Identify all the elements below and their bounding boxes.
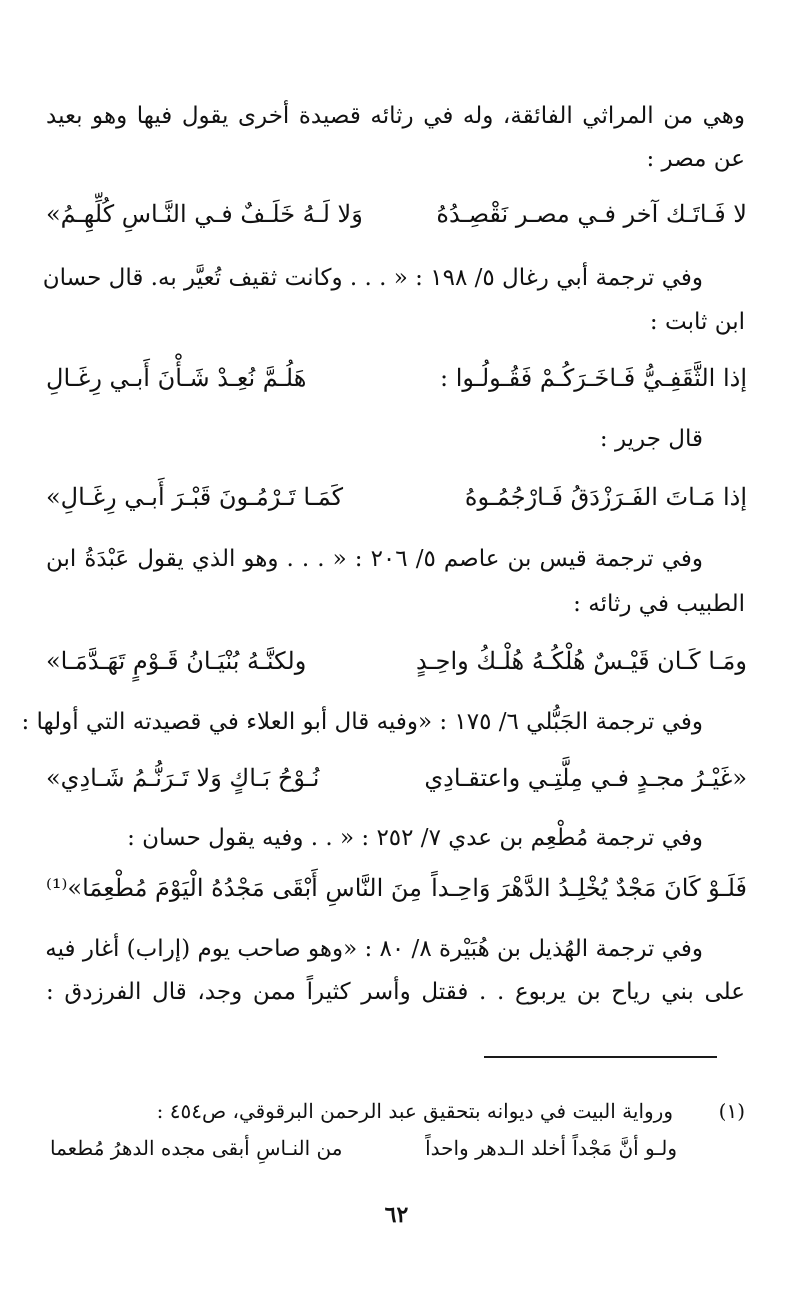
verse-second-hemistich: مِنَ النَّاسِ أَبْقَى مَجْدُهُ الْيَوْمَ مُطْعِمَا»⁽¹⁾ — [46, 874, 423, 902]
footnote-verse-second-hemistich: من النـاسِ أبقى مجده الدهرُ مُطعما — [50, 1136, 343, 1160]
paragraph-line: قال جرير : — [599, 426, 703, 452]
footnote-verse-first-hemistich: ولـو أنَّ مَجْداً أخلد الـدهر واحداً — [425, 1136, 677, 1160]
verse-first-hemistich: فَلَـوْ كَانَ مَجْدٌ يُخْلِـدُ الدَّهْرَ وَاحِـداً — [431, 874, 747, 902]
verse-first-hemistich: ومَـا كَـان قَيْـسٌ هُلْكُـهُ هُلْـكُ واحِـدٍ — [415, 647, 747, 675]
footnote-verse — [50, 1134, 677, 1162]
poem-verse — [46, 762, 747, 794]
paragraph-line: وفي ترجمة مُطْعِم بن عدي ٧/ ٢٥٢ : « . . وفيه يقول حسان : — [127, 825, 703, 851]
paragraph-line: على بني رياح بن يربوع . . فقتل وأسر كثيراً ممن وجد، قال الفرزدق : — [46, 979, 745, 1005]
verse-first-hemistich: إذا الثَّقَفِـيُّ فَـاخَـرَكُـمْ فَقُـولُـوا : — [440, 364, 747, 392]
paragraph-line: ابن ثابت : — [649, 309, 745, 335]
verse-second-hemistich: كَمَـا تَـرْمُـونَ قَبْـرَ أَبـي رِغَـالِ» — [46, 483, 343, 511]
paragraph-line: وفي ترجمة أبي رغال ٥/ ١٩٨ : « . . . وكانت ثقيف تُعيَّر به. قال حسان — [42, 265, 703, 291]
poem-verse — [46, 481, 747, 513]
paragraph-line: وفي ترجمة قيس بن عاصم ٥/ ٢٠٦ : « . . . وهو الذي يقول عَبْدَةُ ابن — [46, 546, 704, 572]
poem-verse — [46, 872, 747, 904]
footnote-text: ورواية البيت في ديوانه بتحقيق عبد الرحمن البرقوقي، ص٤٥٤ : — [156, 1099, 673, 1123]
paragraph-line: وفي ترجمة الهُذيل بن هُبَيْرة ٨/ ٨٠ : «وهو صاحب يوم (إراب) أغار فيه — [45, 936, 703, 962]
paragraph-line: وفي ترجمة الجَبُّلي ٦/ ١٧٥ : «وفيه قال أبو العلاء في قصيدته التي أولها : — [21, 709, 703, 735]
verse-first-hemistich: لا فَـاتَـك آخر فـي مصـر نَقْصِـدُهُ — [436, 200, 747, 228]
verse-second-hemistich: ولكنَّـهُ بُنْيَـانُ قَـوْمٍ تَهَـدَّمَـا» — [46, 647, 307, 675]
footnote-number: (١) — [718, 1099, 745, 1123]
paragraph-line: عن مصر : — [646, 146, 745, 172]
paragraph-line: وهي من المراثي الفائقة، وله في رثائه قصيدة أخرى يقول فيها وهو بعيد — [46, 103, 745, 129]
page-number: ٦٢ — [384, 1202, 409, 1228]
verse-second-hemistich: وَلا لَـهُ خَلَـفٌ فـي النَّـاسِ كُلِّهِـمُ» — [46, 200, 363, 228]
verse-first-hemistich: «غَيْـرُ مجـدٍ فـي مِلَّتِـي واعتقـادِي — [424, 764, 747, 792]
verse-second-hemistich: هَلُـمَّ نُعِـدْ شَـأْنَ أَبـي رِغَـالِ — [46, 364, 307, 392]
poem-verse — [46, 362, 747, 394]
footnote-separator — [484, 1056, 717, 1058]
paragraph-line: الطبيب في رثائه : — [573, 591, 745, 617]
verse-first-hemistich: إذا مَـاتَ الفَـرَزْدَقُ فَـارْجُمُـوهُ — [464, 483, 747, 511]
poem-verse — [46, 645, 747, 677]
poem-verse — [46, 198, 747, 230]
verse-second-hemistich: نُـوْحُ بَـاكٍ وَلا تَـرَنُّـمُ شَـادِي» — [46, 764, 320, 792]
